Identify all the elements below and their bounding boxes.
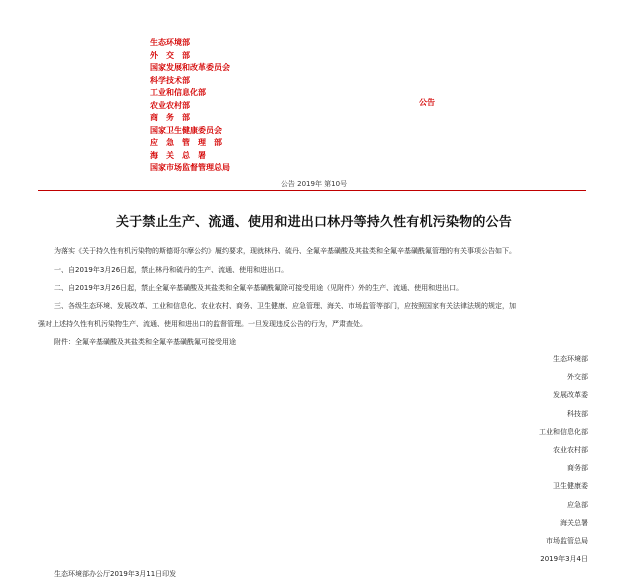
- signer-name: 科技部: [567, 409, 588, 418]
- department-name: 国家发展和改革委员会: [150, 63, 230, 72]
- department-name: 科学技术部: [150, 75, 190, 85]
- document-title: 关于禁止生产、流通、使用和进出口林丹等持久性有机污染物的公告: [115, 215, 512, 230]
- signer-name: 外交部: [567, 373, 588, 382]
- item-3-paragraph-line-1: 三、各级生态环境、发展改革、工业和信息化、农业农村、商务、卫生健康、应急管理、海关、市场监管等部门，应按照国家有关法律法规的规定，加: [54, 302, 516, 310]
- item-2-paragraph: 二、自2019年3月26日起，禁止全氟辛基磺酸及其盐类和全氟辛基磺酰氟除可接受用途（见附件）外的生产、流通、使用和进出口。: [54, 284, 464, 292]
- signer-name: 工业和信息化部: [539, 427, 588, 436]
- issuance-footer: 生态环境部办公厅2019年3月11日印发: [54, 570, 177, 578]
- department-name: 外 交 部: [150, 50, 190, 60]
- intro-paragraph: 为落实《关于持久性有机污染物的斯德哥尔摩公约》履约要求，现就林丹、硫丹、全氟辛基磺酸及其盐类和全氟辛基磺酰氟管理的有关事项公告如下。: [54, 247, 516, 255]
- department-name: 农业农村部: [150, 100, 190, 110]
- signer-name: 海关总署: [560, 518, 588, 527]
- signer-list: [539, 350, 588, 568]
- signer-name: 市场监管总局: [546, 537, 588, 546]
- department-name: 国家卫生健康委员会: [150, 125, 222, 135]
- attachment-line: 附件：全氟辛基磺酸及其盐类和全氟辛基磺酰氟可接受用途: [54, 338, 236, 346]
- document-number: 公告 2019年 第10号: [280, 180, 348, 188]
- signer-name: 卫生健康委: [553, 482, 588, 491]
- department-name: 生态环境部: [150, 38, 190, 47]
- department-name: 应 急 管 理 部: [150, 138, 222, 147]
- signer-name: 发展改革委: [553, 391, 588, 400]
- header-divider: [38, 190, 586, 191]
- department-name: 工业和信息化部: [150, 88, 206, 97]
- item-1-paragraph: 一、自2019年3月26日起，禁止林丹和硫丹的生产、流通、使用和进出口。: [54, 266, 289, 274]
- department-list: [150, 37, 230, 175]
- announcement-label: 公告: [419, 98, 435, 107]
- department-name: 海 关 总 署: [150, 150, 206, 160]
- signer-name: 农业农村部: [553, 446, 588, 455]
- department-name: 国家市场监督管理总局: [150, 163, 230, 172]
- item-3-paragraph-line-2: 强对上述持久性有机污染物生产、流通、使用和进出口的监督管理。一旦发现违反公告的行为，严肃查处。: [38, 320, 367, 328]
- signing-date: 2019年3月4日: [540, 555, 588, 564]
- department-name: 商 务 部: [150, 113, 190, 122]
- signer-name: 生态环境部: [553, 355, 588, 363]
- signer-name: 商务部: [567, 464, 588, 473]
- signer-name: 应急部: [567, 500, 588, 509]
